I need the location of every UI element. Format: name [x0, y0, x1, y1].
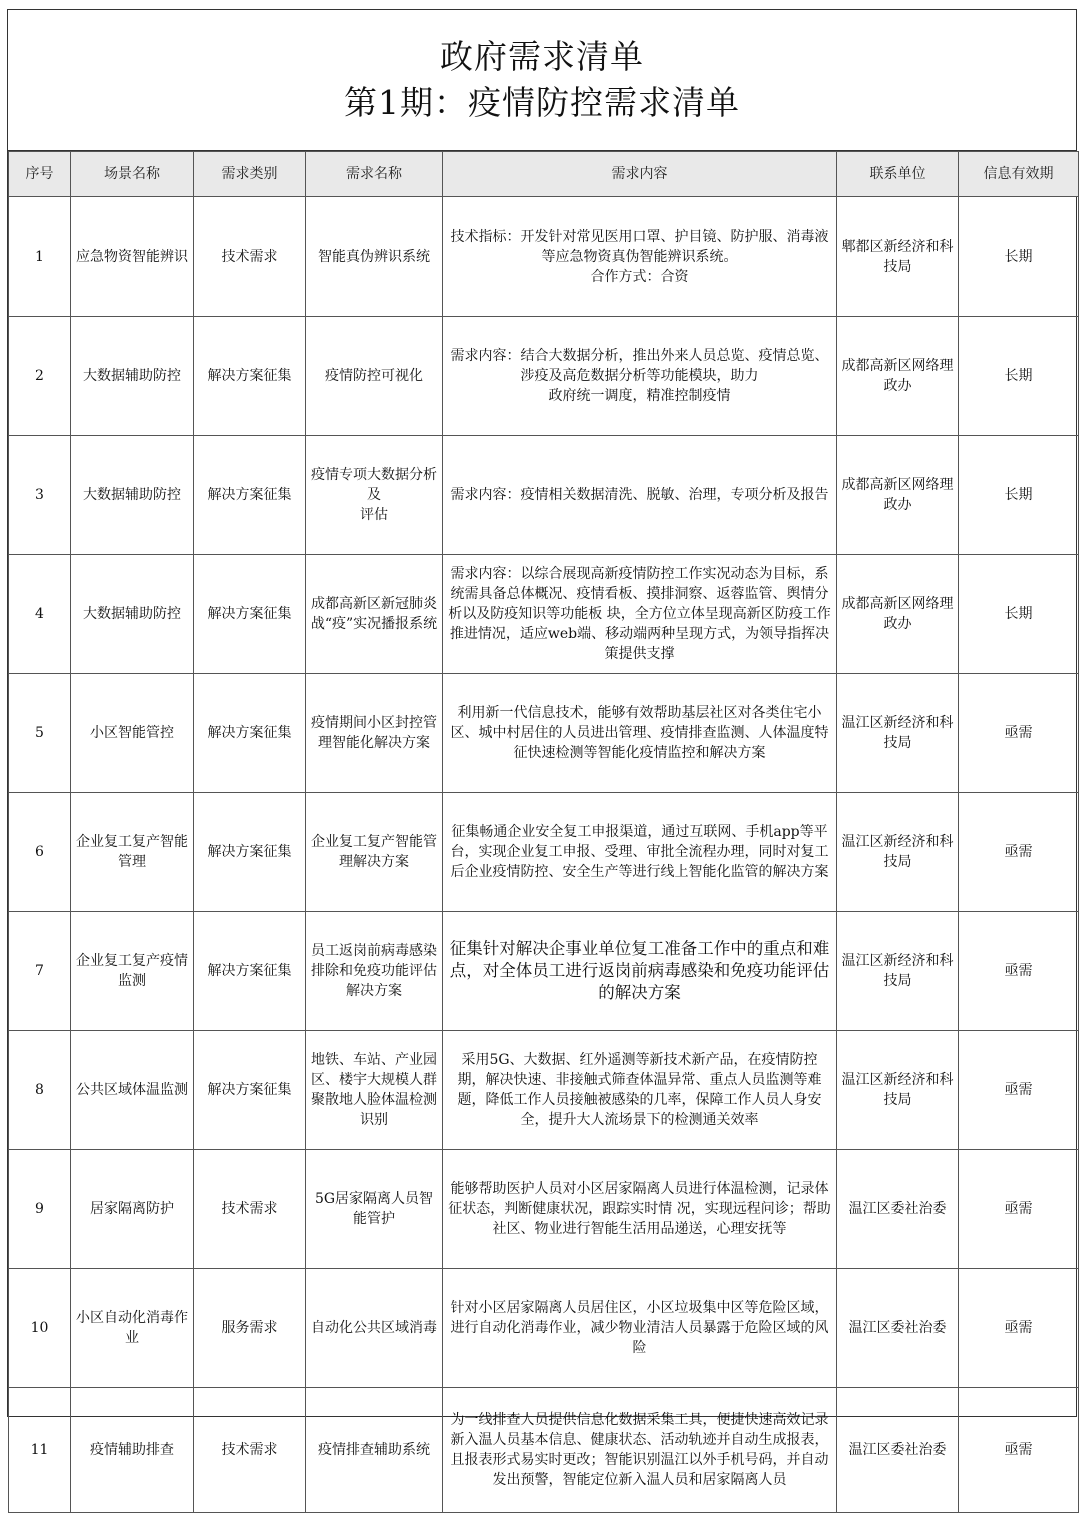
document-subtitle: 第1期：疫情防控需求清单 — [344, 83, 740, 122]
row-name: 疫情排查辅助系统 — [306, 1388, 443, 1513]
row-validity: 长期 — [959, 317, 1079, 436]
table-row — [9, 912, 1079, 1031]
row-content: 能够帮助医护人员对小区居家隔离人员进行体温检测，记录体征状态，判断健康状况，跟踪实时情 况，实现远程问诊；帮助社区、物业进行智能生活用品递送，心理安抚等 — [443, 1150, 837, 1269]
row-content-text-2: 合作方式：合资 — [590, 268, 689, 285]
row-name: 智能真伪辨识系统 — [306, 197, 443, 317]
row-name: 疫情期间小区封控管理智能化解决方案 — [306, 674, 443, 793]
row-category: 技术需求 — [194, 197, 306, 317]
row-content: 征集畅通企业安全复工申报渠道，通过互联网、手机app等平台，实现企业复工申报、受理、审批全流程办理，同时对复工后企业疫情防控、安全生产等进行线上智能化监管的解决方案 — [443, 793, 837, 912]
row-scene: 企业复工复产疫情监测 — [71, 912, 194, 1031]
row-scene: 大数据辅助防控 — [71, 436, 194, 555]
table-row — [9, 317, 1079, 436]
row-validity: 亟需 — [959, 674, 1079, 793]
row-name: 疫情防控可视化 — [306, 317, 443, 436]
row-name-text: 疫情专项大数据分析及 — [311, 467, 437, 503]
row-validity: 长期 — [959, 197, 1079, 317]
row-scene: 小区智能管控 — [71, 674, 194, 793]
row-content: 采用5G、大数据、红外遥测等新技术新产品，在疫情防控期，解决快速、非接触式筛查体温异常、重点人员监测等难题，降低工作人员接触被感染的几率，保障工作人员人身安全，提升大人流场景下的检测通关效率 — [443, 1031, 837, 1150]
row-category: 技术需求 — [194, 1388, 306, 1513]
row-validity: 亟需 — [959, 1269, 1079, 1388]
row-category: 解决方案征集 — [194, 1031, 306, 1150]
row-category: 解决方案征集 — [194, 317, 306, 436]
row-category: 解决方案征集 — [194, 793, 306, 912]
row-unit: 温江区新经济和科技局 — [837, 912, 959, 1031]
row-validity: 长期 — [959, 436, 1079, 555]
header-unit: 联系单位 — [837, 152, 959, 197]
row-validity: 亟需 — [959, 1150, 1079, 1269]
row-category: 解决方案征集 — [194, 436, 306, 555]
row-unit: 温江区委社治委 — [837, 1388, 959, 1513]
row-no: 4 — [9, 555, 71, 674]
row-no: 11 — [9, 1388, 71, 1513]
row-content: 需求内容：疫情相关数据清洗、脱敏、治理，专项分析及报告 — [443, 436, 837, 555]
row-content: 为一线排查人员提供信息化数据采集工具，便捷快速高效记录新入温人员基本信息、健康状态、活动轨迹并自动生成报表，且报表形式易实时更改；智能识别温江以外手机号码，并自动发出预警，智能定位新入温人员和居家隔离人员 — [443, 1388, 837, 1513]
row-scene: 居家隔离防护 — [71, 1150, 194, 1269]
title-block — [8, 10, 1076, 151]
table-row — [9, 1388, 1079, 1513]
row-category: 技术需求 — [194, 1150, 306, 1269]
row-no: 6 — [9, 793, 71, 912]
row-unit: 成都高新区网络理政办 — [837, 555, 959, 674]
row-unit: 郫都区新经济和科技局 — [837, 197, 959, 317]
row-no: 7 — [9, 912, 71, 1031]
row-no: 10 — [9, 1269, 71, 1388]
row-validity: 亟需 — [959, 1388, 1079, 1513]
table-row — [9, 1150, 1079, 1269]
row-no: 1 — [9, 197, 71, 317]
table-header-row — [9, 152, 1079, 197]
row-name — [306, 436, 443, 555]
row-category: 解决方案征集 — [194, 912, 306, 1031]
row-validity: 亟需 — [959, 1031, 1079, 1150]
row-content-text-2: 政府统一调度，精准控制疫情 — [548, 388, 731, 404]
row-content: 征集针对解决企事业单位复工准备工作中的重点和难点，对全体员工进行返岗前病毒感染和免疫功能评估的解决方案 — [443, 912, 837, 1031]
row-name-text-2: 评估 — [360, 507, 388, 523]
row-unit: 温江区新经济和科技局 — [837, 674, 959, 793]
row-validity: 长期 — [959, 555, 1079, 674]
row-scene: 应急物资智能辨识 — [71, 197, 194, 317]
row-no: 8 — [9, 1031, 71, 1150]
row-content — [443, 317, 837, 436]
row-unit: 温江区新经济和科技局 — [837, 793, 959, 912]
document-sheet — [7, 9, 1077, 1488]
header-validity: 信息有效期 — [959, 152, 1079, 197]
row-name: 5G居家隔离人员智能管护 — [306, 1150, 443, 1269]
row-name: 企业复工复产智能管理解决方案 — [306, 793, 443, 912]
header-name: 需求名称 — [306, 152, 443, 197]
header-scene: 场景名称 — [71, 152, 194, 197]
row-no: 5 — [9, 674, 71, 793]
row-name: 成都高新区新冠肺炎战“疫”实况播报系统 — [306, 555, 443, 674]
row-no: 9 — [9, 1150, 71, 1269]
row-category: 解决方案征集 — [194, 674, 306, 793]
row-unit: 温江区委社治委 — [837, 1269, 959, 1388]
row-unit: 成都高新区网络理政办 — [837, 436, 959, 555]
table-row — [9, 793, 1079, 912]
row-no: 3 — [9, 436, 71, 555]
row-unit: 温江区委社治委 — [837, 1150, 959, 1269]
row-name: 员工返岗前病毒感染排除和免疫功能评估解决方案 — [306, 912, 443, 1031]
requirements-table — [8, 151, 1079, 1513]
row-unit: 温江区新经济和科技局 — [837, 1031, 959, 1150]
row-category: 解决方案征集 — [194, 555, 306, 674]
row-validity: 亟需 — [959, 912, 1079, 1031]
row-scene: 小区自动化消毒作业 — [71, 1269, 194, 1388]
row-no: 2 — [9, 317, 71, 436]
table-row — [9, 674, 1079, 793]
row-content: 针对小区居家隔离人员居住区，小区垃圾集中区等危险区域，进行自动化消毒作业，减少物业清洁人员暴露于危险区域的风险 — [443, 1269, 837, 1388]
row-name: 自动化公共区域消毒 — [306, 1269, 443, 1388]
header-no: 序号 — [9, 152, 71, 197]
row-validity: 亟需 — [959, 793, 1079, 912]
header-content: 需求内容 — [443, 152, 837, 197]
table-row — [9, 197, 1079, 317]
table-row — [9, 1031, 1079, 1150]
row-scene: 大数据辅助防控 — [71, 555, 194, 674]
row-scene: 公共区域体温监测 — [71, 1031, 194, 1150]
table-row — [9, 436, 1079, 555]
row-unit: 成都高新区网络理政办 — [837, 317, 959, 436]
document-title: 政府需求清单 — [440, 37, 644, 76]
row-content-text: 技术指标：开发针对常见医用口罩、护目镜、防护服、消毒液等应急物资真伪智能辨识系统。 — [450, 228, 829, 265]
table-row — [9, 1269, 1079, 1388]
header-category: 需求类别 — [194, 152, 306, 197]
row-name: 地铁、车站、产业园区、楼宇大规模人群聚散地人脸体温检测识别 — [306, 1031, 443, 1150]
table-row — [9, 555, 1079, 674]
row-scene: 企业复工复产智能管理 — [71, 793, 194, 912]
row-scene: 大数据辅助防控 — [71, 317, 194, 436]
row-content: 利用新一代信息技术，能够有效帮助基层社区对各类住宅小区、城中村居住的人员进出管理、疫情排查监测、人体温度特征快速检测等智能化疫情监控和解决方案 — [443, 674, 837, 793]
row-content — [443, 197, 837, 317]
row-category: 服务需求 — [194, 1269, 306, 1388]
row-scene: 疫情辅助排查 — [71, 1388, 194, 1513]
row-content-text: 需求内容：结合大数据分析，推出外来人员总览、疫情总览、涉疫及高危数据分析等功能模块，助力 — [450, 348, 829, 384]
row-content: 需求内容：以综合展现高新疫情防控工作实况动态为目标，系统需具备总体概况、疫情看板、摸排洞察、返蓉监管、舆情分析以及防疫知识等功能板 块，全方位立体呈现高新区防疫工作推进情况，适应web端、移动端两种呈现方式，为领导指挥决策提供支撑 — [443, 555, 837, 674]
